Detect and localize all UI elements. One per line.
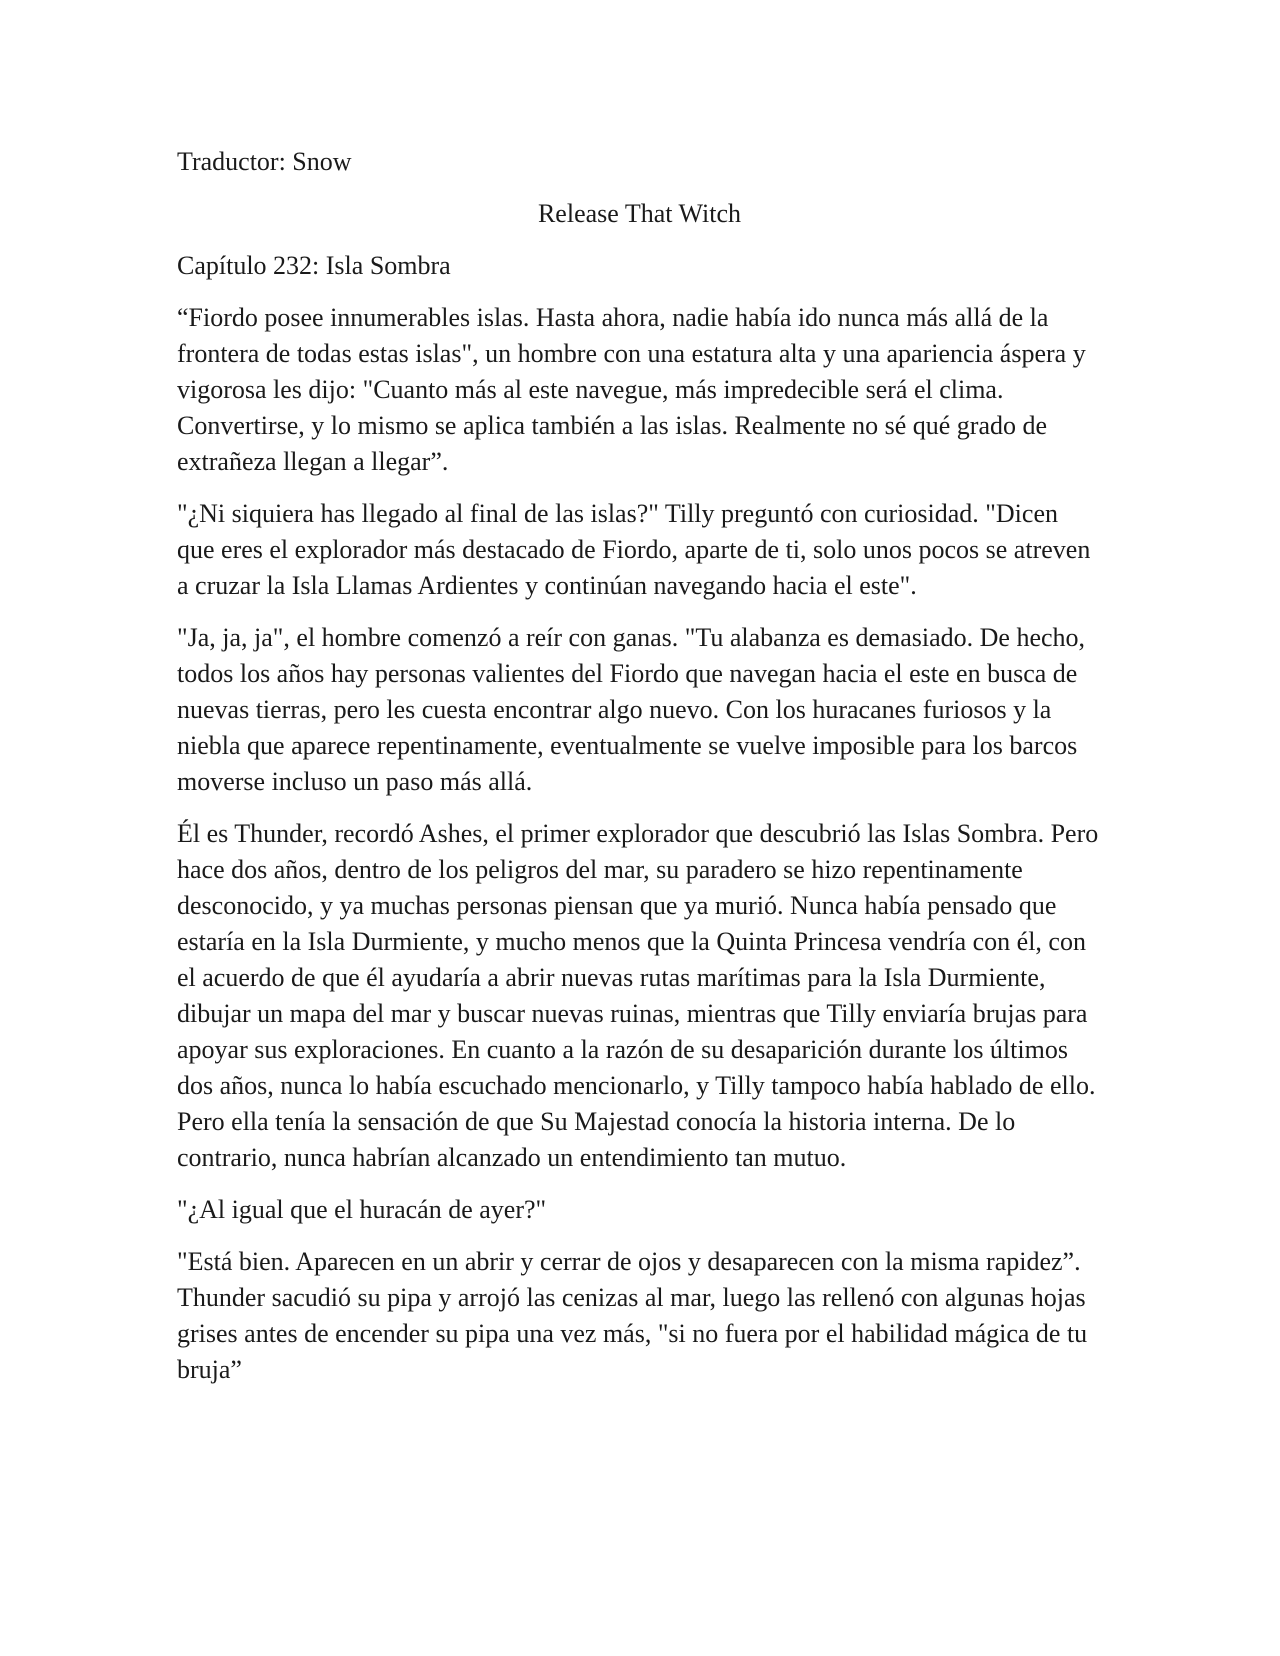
translator-credit: Traductor: Snow xyxy=(177,147,352,176)
chapter-heading: Capítulo 232: Isla Sombra xyxy=(177,251,451,280)
paragraph-3: "Ja, ja, ja", el hombre comenzó a reír con ganas. "Tu alabanza es demasiado. De hecho, todos los años hay personas valientes del Fiordo que navegan hacia el este en busca de nuevas tierras, pero les cuesta encontrar algo nuevo. Con los huracanes furiosos y la niebla que aparece repentinamente, eventualmente se vuelve imposible para los barcos moverse incluso un paso más allá. xyxy=(177,623,1086,796)
book-title: Release That Witch xyxy=(537,199,742,228)
paragraph-4: Él es Thunder, recordó Ashes, el primer explorador que descubrió las Islas Sombra. Pero hace dos años, dentro de los peligros del mar, su paradero se hizo repentinamente desconocido, y ya muchas personas piensan que ya murió. Nunca había pensado que estaría en la Isla Durmiente, y mucho menos que la Quinta Princesa vendría con él, con el acuerdo de que él ayudaría a abrir nuevas rutas marítimas para la Isla Durmiente, dibujar un mapa del mar y buscar nuevas ruinas, mientras que Tilly enviaría brujas para apoyar sus exploraciones. En cuanto a la razón de su desaparición durante los últimos dos años, nunca lo había escuchado mencionarlo, y Tilly tampoco había hablado de ello. Pero ella tenía la sensación de que Su Majestad conocía la historia interna. De lo contrario, nunca habrían alcanzado un entendimiento tan mutuo. xyxy=(177,819,1099,1172)
paragraph-1: “Fiordo posee innumerables islas. Hasta ahora, nadie había ido nunca más allá de la frontera de todas estas islas", un hombre con una estatura alta y una apariencia áspera y vigorosa les dijo: "Cuanto más al este navegue, más impredecible será el clima. Convertirse, y lo mismo se aplica también a las islas. Realmente no sé qué grado de extrañeza llegan a llegar”. xyxy=(177,303,1086,476)
paragraph-5: "¿Al igual que el huracán de ayer?" xyxy=(177,1195,547,1224)
paragraph-6: "Está bien. Aparecen en un abrir y cerrar de ojos y desaparecen con la misma rapidez”. Thunder sacudió su pipa y arrojó las cenizas al mar, luego las rellenó con algunas hojas grises antes de encender su pipa una vez más, "si no fuera por el habilidad mágica de tu bruja” xyxy=(177,1247,1088,1384)
document-page xyxy=(177,144,1102,1404)
paragraph-2: "¿Ni siquiera has llegado al final de las islas?" Tilly preguntó con curiosidad. "Dicen que eres el explorador más destacado de Fiordo, aparte de ti, solo unos pocos se atreven a cruzar la Isla Llamas Ardientes y continúan navegando hacia el este". xyxy=(177,499,1091,600)
